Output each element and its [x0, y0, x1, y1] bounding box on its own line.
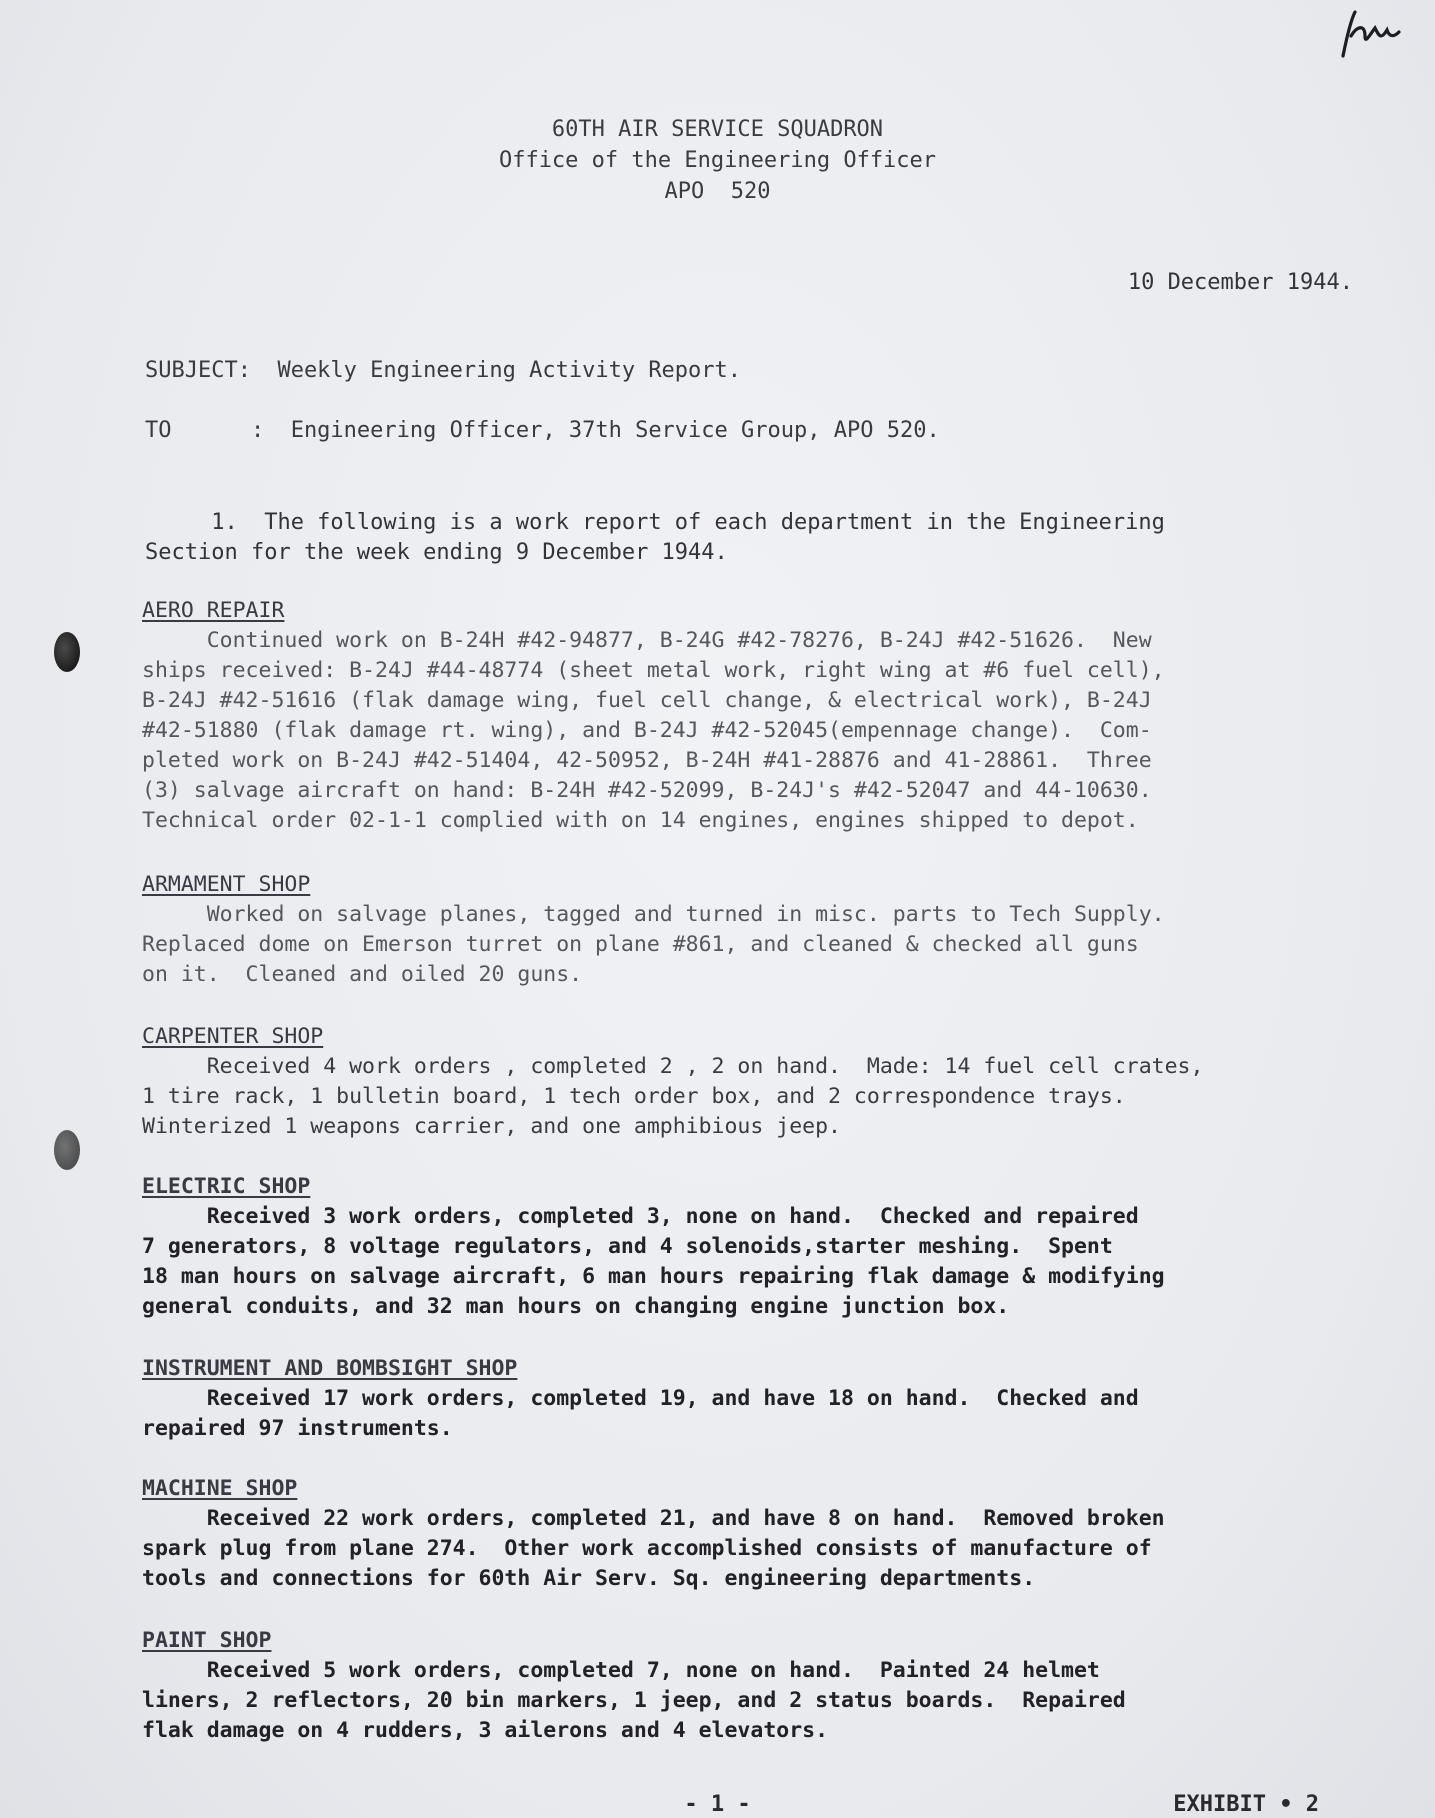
- section-title: AERO REPAIR: [142, 598, 285, 623]
- section-title: CARPENTER SHOP: [142, 1024, 324, 1049]
- section-instrument-bombsight-shop: [142, 1354, 1382, 1444]
- section-title: MACHINE SHOP: [142, 1476, 298, 1501]
- section-title: INSTRUMENT AND BOMBSIGHT SHOP: [142, 1356, 518, 1381]
- intro-paragraph: [145, 508, 1345, 568]
- section-carpenter-shop: [142, 1022, 1382, 1142]
- section-armament-shop: [142, 870, 1382, 990]
- letterhead-unit: 60TH AIR SERVICE SQUADRON: [551, 117, 884, 142]
- section-title: ARMAMENT SHOP: [142, 872, 311, 897]
- section-line: 18 man hours on salvage aircraft, 6 man hours repairing flak damage & modifying: [142, 1264, 1165, 1289]
- section-line: spark plug from plane 274. Other work accomplished consists of manufacture of: [142, 1536, 1152, 1561]
- section-line: Continued work on B-24H #42-94877, B-24G #42-78276, B-24J #42-51626. New: [142, 628, 1152, 653]
- section-line: tools and connections for 60th Air Serv. Sq. engineering departments.: [142, 1566, 1036, 1591]
- section-line: Received 17 work orders, completed 19, and have 18 on hand. Checked and: [142, 1386, 1139, 1411]
- section-line: liners, 2 reflectors, 20 bin markers, 1 jeep, and 2 status boards. Repaired: [142, 1688, 1126, 1713]
- section-line: repaired 97 instruments.: [142, 1416, 453, 1441]
- letterhead: [0, 114, 1435, 207]
- section-line: pleted work on B-24J #42-51404, 42-50952, B-24H #41-28876 and 41-28861. Three: [142, 748, 1152, 773]
- to-line: TO : Engineering Officer, 37th Service Group, APO 520.: [145, 418, 940, 443]
- section-line: Received 4 work orders , completed 2 , 2 on hand. Made: 14 fuel cell crates,: [142, 1054, 1204, 1079]
- section-line: ships received: B-24J #44-48774 (sheet metal work, right wing at #6 fuel cell),: [142, 658, 1165, 683]
- section-line: B-24J #42-51616 (flak damage wing, fuel cell change, & electrical work), B-24J: [142, 688, 1152, 713]
- document-date: 10 December 1944.: [1127, 270, 1353, 295]
- section-line: on it. Cleaned and oiled 20 guns.: [142, 962, 583, 987]
- handwritten-initials: [1325, 6, 1405, 66]
- section-aero-repair: [142, 596, 1382, 836]
- exhibit-label: EXHIBIT • 2: [1173, 1792, 1319, 1817]
- section-line: flak damage on 4 rudders, 3 ailerons and 4 elevators.: [142, 1718, 829, 1743]
- intro-line: Section for the week ending 9 December 1944.: [145, 540, 728, 565]
- section-line: Winterized 1 weapons carrier, and one amphibious jeep.: [142, 1114, 841, 1139]
- section-line: (3) salvage aircraft on hand: B-24H #42-52099, B-24J's #42-52047 and 44-10630.: [142, 778, 1152, 803]
- subject-line: SUBJECT: Weekly Engineering Activity Report.: [145, 358, 742, 383]
- section-line: general conduits, and 32 man hours on changing engine junction box.: [142, 1294, 1010, 1319]
- section-electric-shop: [142, 1172, 1382, 1322]
- punch-hole: [54, 1130, 80, 1170]
- letterhead-apo: APO 520: [664, 179, 771, 204]
- section-line: 7 generators, 8 voltage regulators, and 4 solenoids,starter meshing. Spent: [142, 1234, 1113, 1259]
- section-title: PAINT SHOP: [142, 1628, 272, 1653]
- letterhead-office: Office of the Engineering Officer: [498, 148, 937, 173]
- section-machine-shop: [142, 1474, 1382, 1594]
- punch-hole: [54, 632, 80, 672]
- section-line: Received 22 work orders, completed 21, and have 8 on hand. Removed broken: [142, 1506, 1165, 1531]
- section-line: Received 3 work orders, completed 3, none on hand. Checked and repaired: [142, 1204, 1139, 1229]
- page-number: - 1 -: [684, 1792, 751, 1817]
- section-line: Worked on salvage planes, tagged and turned in misc. parts to Tech Supply.: [142, 902, 1165, 927]
- section-paint-shop: [142, 1626, 1382, 1746]
- section-line: 1 tire rack, 1 bulletin board, 1 tech order box, and 2 correspondence trays.: [142, 1084, 1126, 1109]
- section-title: ELECTRIC SHOP: [142, 1174, 311, 1199]
- section-line: Replaced dome on Emerson turret on plane #861, and cleaned & checked all guns: [142, 932, 1139, 957]
- section-line: #42-51880 (flak damage rt. wing), and B-24J #42-52045(empennage change). Com-: [142, 718, 1152, 743]
- intro-line: 1. The following is a work report of each department in the Engineering: [145, 510, 1165, 535]
- section-line: Technical order 02-1-1 complied with on 14 engines, engines shipped to depot.: [142, 808, 1139, 833]
- section-line: Received 5 work orders, completed 7, none on hand. Painted 24 helmet: [142, 1658, 1100, 1683]
